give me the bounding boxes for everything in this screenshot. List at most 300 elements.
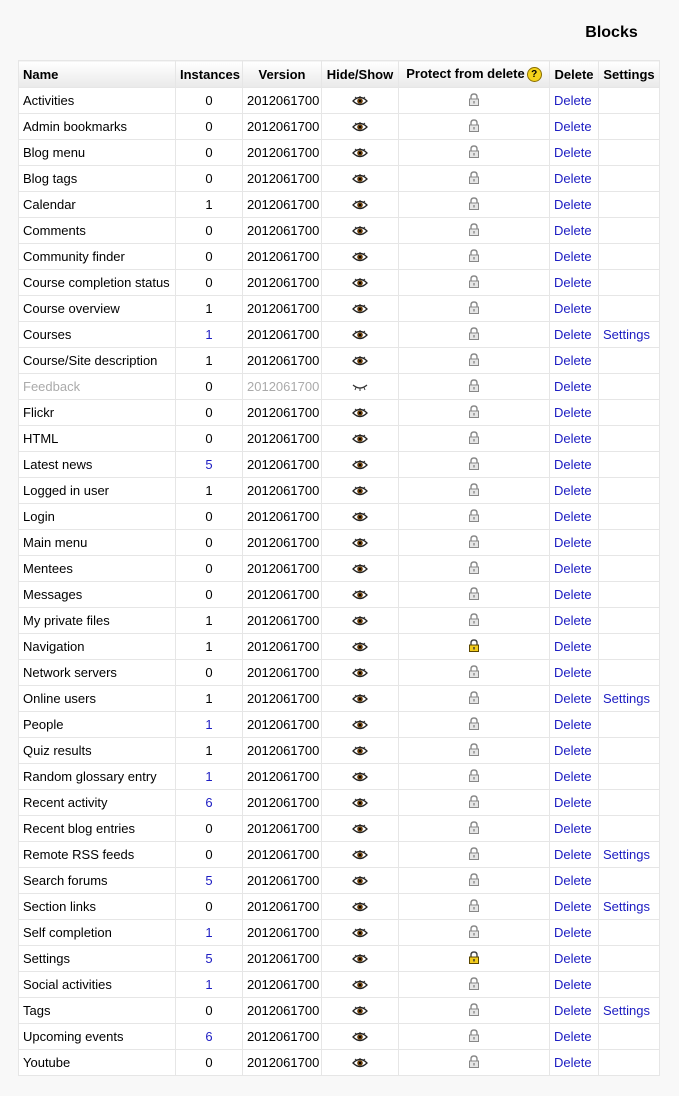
settings-cell [599,374,660,400]
settings-cell [599,140,660,166]
protect-cell [399,166,550,192]
settings-link[interactable]: Settings [603,847,650,862]
unlock-icon[interactable] [468,379,480,395]
settings-cell [599,816,660,842]
eye-icon[interactable] [352,172,368,187]
delete-link[interactable]: Delete [554,717,592,732]
instances-cell [176,686,243,712]
delete-link[interactable]: Delete [554,405,592,420]
block-version: 2012061700 [243,270,322,296]
unlock-icon[interactable] [468,93,480,109]
block-name: Course/Site description [19,348,176,374]
settings-link[interactable]: Settings [603,691,650,706]
delete-cell [550,764,599,790]
instances-cell [176,972,243,998]
instances-cell [176,842,243,868]
instances-cell [176,348,243,374]
hideshow-cell [322,1050,399,1076]
block-name: Upcoming events [19,1024,176,1050]
eye-icon[interactable] [352,640,368,655]
unlock-icon[interactable] [468,119,480,135]
unlock-icon[interactable] [468,561,480,577]
delete-link[interactable]: Delete [554,691,592,706]
unlock-icon[interactable] [468,457,480,473]
eye-icon[interactable] [352,536,368,551]
unlock-icon[interactable] [468,977,480,993]
delete-cell [550,114,599,140]
settings-link[interactable]: Settings [603,1003,650,1018]
unlock-icon[interactable] [468,483,480,499]
header-protect-label: Protect from delete [406,65,525,81]
delete-cell [550,322,599,348]
hideshow-cell [322,296,399,322]
header-protect [399,61,550,88]
instances-link[interactable]: 1 [205,925,213,940]
delete-link[interactable]: Delete [554,249,592,264]
settings-cell [599,1050,660,1076]
delete-link[interactable]: Delete [554,587,592,602]
eye-icon[interactable] [352,978,368,993]
hideshow-cell [322,348,399,374]
hideshow-cell [322,608,399,634]
unlock-icon[interactable] [468,587,480,603]
delete-cell [550,790,599,816]
unlock-icon[interactable] [468,249,480,265]
settings-link[interactable]: Settings [603,899,650,914]
block-name: Network servers [19,660,176,686]
hideshow-cell [322,764,399,790]
protect-cell [399,114,550,140]
delete-link[interactable]: Delete [554,93,592,108]
settings-cell [599,790,660,816]
instances-cell [176,452,243,478]
delete-link[interactable]: Delete [554,509,592,524]
delete-link[interactable]: Delete [554,821,592,836]
settings-cell [599,348,660,374]
protect-cell [399,218,550,244]
delete-cell [550,608,599,634]
eye-icon[interactable] [352,354,368,369]
instances-cell [176,738,243,764]
delete-link[interactable]: Delete [554,223,592,238]
unlock-icon[interactable] [468,145,480,161]
unlock-icon[interactable] [468,405,480,421]
instances-count: 1 [205,483,213,498]
block-name: Blog menu [19,140,176,166]
eye-icon[interactable] [352,510,368,525]
protect-cell [399,244,550,270]
unlock-icon[interactable] [468,925,480,941]
delete-link[interactable]: Delete [554,327,592,342]
unlock-icon[interactable] [468,769,480,785]
table-row [19,400,660,426]
delete-cell [550,998,599,1024]
block-version: 2012061700 [243,504,322,530]
delete-cell [550,946,599,972]
eye-icon[interactable] [352,302,368,317]
instances-link[interactable]: 1 [205,769,213,784]
block-version: 2012061700 [243,530,322,556]
delete-cell [550,348,599,374]
delete-link[interactable]: Delete [554,145,592,160]
delete-link[interactable]: Delete [554,665,592,680]
block-name: Self completion [19,920,176,946]
unlock-icon[interactable] [468,275,480,291]
protect-cell [399,504,550,530]
unlock-icon[interactable] [468,197,480,213]
delete-link[interactable]: Delete [554,925,592,940]
instances-link[interactable]: 1 [205,977,213,992]
unlock-icon[interactable] [468,717,480,733]
unlock-icon[interactable] [468,613,480,629]
settings-cell [599,400,660,426]
instances-cell [176,218,243,244]
eye-icon[interactable] [352,874,368,889]
unlock-icon[interactable] [468,535,480,551]
eye-icon[interactable] [352,822,368,837]
eye-icon[interactable] [352,588,368,603]
delete-link[interactable]: Delete [554,431,592,446]
eye-icon[interactable] [352,900,368,915]
eye-icon[interactable] [352,1030,368,1045]
delete-link[interactable]: Delete [554,119,592,134]
eye-icon[interactable] [352,562,368,577]
unlock-icon[interactable] [468,743,480,759]
settings-link[interactable]: Settings [603,327,650,342]
instances-count: 0 [205,561,213,576]
table-row [19,1024,660,1050]
table-row [19,270,660,296]
hideshow-cell [322,972,399,998]
settings-cell [599,998,660,1024]
unlock-icon[interactable] [468,795,480,811]
instances-cell [176,894,243,920]
table-row [19,296,660,322]
protect-cell [399,296,550,322]
delete-link[interactable]: Delete [554,275,592,290]
unlock-icon[interactable] [468,327,480,343]
block-name: Calendar [19,192,176,218]
table-row [19,790,660,816]
block-version: 2012061700 [243,816,322,842]
eye-icon[interactable] [352,198,368,213]
block-name: Community finder [19,244,176,270]
instances-link[interactable]: 6 [205,795,213,810]
block-version: 2012061700 [243,1050,322,1076]
protect-cell [399,660,550,686]
eye-icon[interactable] [352,406,368,421]
instances-link[interactable]: 1 [205,327,213,342]
block-version: 2012061700 [243,114,322,140]
protect-cell [399,972,550,998]
hideshow-cell [322,816,399,842]
delete-link[interactable]: Delete [554,483,592,498]
eye-icon[interactable] [352,458,368,473]
eye-icon[interactable] [352,666,368,681]
block-name: Navigation [19,634,176,660]
eye-icon[interactable] [352,614,368,629]
unlock-icon[interactable] [468,691,480,707]
block-name: HTML [19,426,176,452]
block-version: 2012061700 [243,452,322,478]
table-row [19,556,660,582]
settings-cell [599,738,660,764]
eye-icon[interactable] [352,276,368,291]
eye-icon[interactable] [352,718,368,733]
delete-link[interactable]: Delete [554,873,592,888]
settings-cell [599,88,660,114]
table-row [19,712,660,738]
instances-count: 0 [205,171,213,186]
block-version: 2012061700 [243,88,322,114]
unlock-icon[interactable] [468,223,480,239]
delete-cell [550,88,599,114]
instances-count: 0 [205,379,213,394]
instances-cell [176,296,243,322]
hideshow-cell [322,322,399,348]
block-version: 2012061700 [243,1024,322,1050]
unlock-icon[interactable] [468,1029,480,1045]
header-settings: Settings [599,61,660,88]
instances-count: 0 [205,899,213,914]
protect-cell [399,920,550,946]
instances-cell [176,504,243,530]
delete-cell [550,816,599,842]
lock-icon[interactable] [468,639,480,655]
eye-icon[interactable] [352,744,368,759]
eye-icon[interactable] [352,796,368,811]
block-name: Social activities [19,972,176,998]
instances-count: 0 [205,249,213,264]
instances-count: 0 [205,431,213,446]
block-version: 2012061700 [243,582,322,608]
table-row [19,842,660,868]
instances-link[interactable]: 5 [205,873,213,888]
eye-icon[interactable] [352,926,368,941]
block-version: 2012061700 [243,608,322,634]
delete-link[interactable]: Delete [554,847,592,862]
delete-link[interactable]: Delete [554,1055,592,1070]
protect-cell [399,764,550,790]
delete-link[interactable]: Delete [554,769,592,784]
help-icon[interactable]: ? [527,67,542,82]
unlock-icon[interactable] [468,873,480,889]
instances-link[interactable]: 5 [205,457,213,472]
eye-icon[interactable] [352,250,368,265]
eye-icon[interactable] [352,770,368,785]
block-name: Remote RSS feeds [19,842,176,868]
instances-count: 0 [205,665,213,680]
instances-cell [176,1024,243,1050]
settings-cell [599,296,660,322]
instances-cell [176,868,243,894]
table-row [19,88,660,114]
settings-cell [599,868,660,894]
block-name: Random glossary entry [19,764,176,790]
settings-cell [599,322,660,348]
table-row [19,738,660,764]
instances-cell [176,374,243,400]
instances-count: 1 [205,743,213,758]
instances-link[interactable]: 1 [205,717,213,732]
block-name: Feedback [19,374,176,400]
delete-link[interactable]: Delete [554,197,592,212]
delete-link[interactable]: Delete [554,171,592,186]
instances-cell [176,946,243,972]
protect-cell [399,530,550,556]
block-name: Recent activity [19,790,176,816]
lock-icon[interactable] [468,951,480,967]
eye-icon[interactable] [352,224,368,239]
instances-count: 0 [205,509,213,524]
instances-cell [176,530,243,556]
delete-link[interactable]: Delete [554,457,592,472]
instances-count: 0 [205,1055,213,1070]
block-version: 2012061700 [243,972,322,998]
hideshow-cell [322,556,399,582]
delete-cell [550,972,599,998]
unlock-icon[interactable] [468,847,480,863]
settings-cell [599,504,660,530]
block-name: Login [19,504,176,530]
delete-cell [550,634,599,660]
protect-cell [399,608,550,634]
delete-cell [550,244,599,270]
block-name: Course overview [19,296,176,322]
table-row [19,686,660,712]
protect-cell [399,192,550,218]
settings-cell [599,972,660,998]
header-name[interactable]: Name [19,61,176,88]
delete-link[interactable]: Delete [554,795,592,810]
protect-cell [399,738,550,764]
protect-cell [399,868,550,894]
delete-link[interactable]: Delete [554,743,592,758]
unlock-icon[interactable] [468,431,480,447]
delete-link[interactable]: Delete [554,1003,592,1018]
instances-cell [176,166,243,192]
eye-icon[interactable] [352,94,368,109]
table-row [19,374,660,400]
unlock-icon[interactable] [468,1003,480,1019]
instances-cell [176,400,243,426]
protect-cell [399,322,550,348]
eye-closed-icon[interactable] [352,380,368,395]
eye-icon[interactable] [352,484,368,499]
instances-cell [176,816,243,842]
eye-icon[interactable] [352,328,368,343]
instances-link[interactable]: 5 [205,951,213,966]
instances-cell [176,920,243,946]
table-row [19,608,660,634]
instances-cell [176,556,243,582]
instances-count: 0 [205,119,213,134]
instances-count: 1 [205,613,213,628]
block-version: 2012061700 [243,920,322,946]
table-header-row [19,61,660,88]
delete-link[interactable]: Delete [554,353,592,368]
unlock-icon[interactable] [468,353,480,369]
delete-cell [550,868,599,894]
delete-link[interactable]: Delete [554,977,592,992]
block-version: 2012061700 [243,400,322,426]
settings-cell [599,946,660,972]
eye-icon[interactable] [352,1056,368,1071]
delete-link[interactable]: Delete [554,899,592,914]
instances-cell [176,192,243,218]
eye-icon[interactable] [352,952,368,967]
table-row [19,816,660,842]
eye-icon[interactable] [352,848,368,863]
instances-cell [176,1050,243,1076]
table-row [19,946,660,972]
instances-count: 1 [205,197,213,212]
instances-link[interactable]: 6 [205,1029,213,1044]
eye-icon[interactable] [352,432,368,447]
table-row [19,660,660,686]
eye-icon[interactable] [352,692,368,707]
table-row [19,1050,660,1076]
eye-icon[interactable] [352,1004,368,1019]
hideshow-cell [322,842,399,868]
delete-cell [550,426,599,452]
page-title-text: Blocks [585,24,638,41]
instances-count: 0 [205,223,213,238]
unlock-icon[interactable] [468,821,480,837]
delete-link[interactable]: Delete [554,379,592,394]
unlock-icon[interactable] [468,509,480,525]
protect-cell [399,348,550,374]
delete-link[interactable]: Delete [554,1029,592,1044]
delete-link[interactable]: Delete [554,639,592,654]
settings-cell [599,608,660,634]
hideshow-cell [322,400,399,426]
eye-icon[interactable] [352,120,368,135]
hideshow-cell [322,166,399,192]
settings-cell [599,452,660,478]
hideshow-cell [322,192,399,218]
hideshow-cell [322,270,399,296]
unlock-icon[interactable] [468,1055,480,1071]
delete-cell [550,296,599,322]
protect-cell [399,426,550,452]
delete-link[interactable]: Delete [554,301,592,316]
delete-link[interactable]: Delete [554,951,592,966]
hideshow-cell [322,894,399,920]
instances-cell [176,322,243,348]
unlock-icon[interactable] [468,301,480,317]
instances-cell [176,270,243,296]
delete-cell [550,166,599,192]
delete-link[interactable]: Delete [554,561,592,576]
eye-icon[interactable] [352,146,368,161]
unlock-icon[interactable] [468,899,480,915]
delete-link[interactable]: Delete [554,535,592,550]
delete-link[interactable]: Delete [554,613,592,628]
table-row [19,530,660,556]
block-version: 2012061700 [243,634,322,660]
block-version: 2012061700 [243,478,322,504]
hideshow-cell [322,530,399,556]
unlock-icon[interactable] [468,171,480,187]
block-name: Settings [19,946,176,972]
block-version: 2012061700 [243,946,322,972]
instances-count: 1 [205,301,213,316]
settings-cell [599,426,660,452]
unlock-icon[interactable] [468,665,480,681]
protect-cell [399,452,550,478]
block-version: 2012061700 [243,738,322,764]
